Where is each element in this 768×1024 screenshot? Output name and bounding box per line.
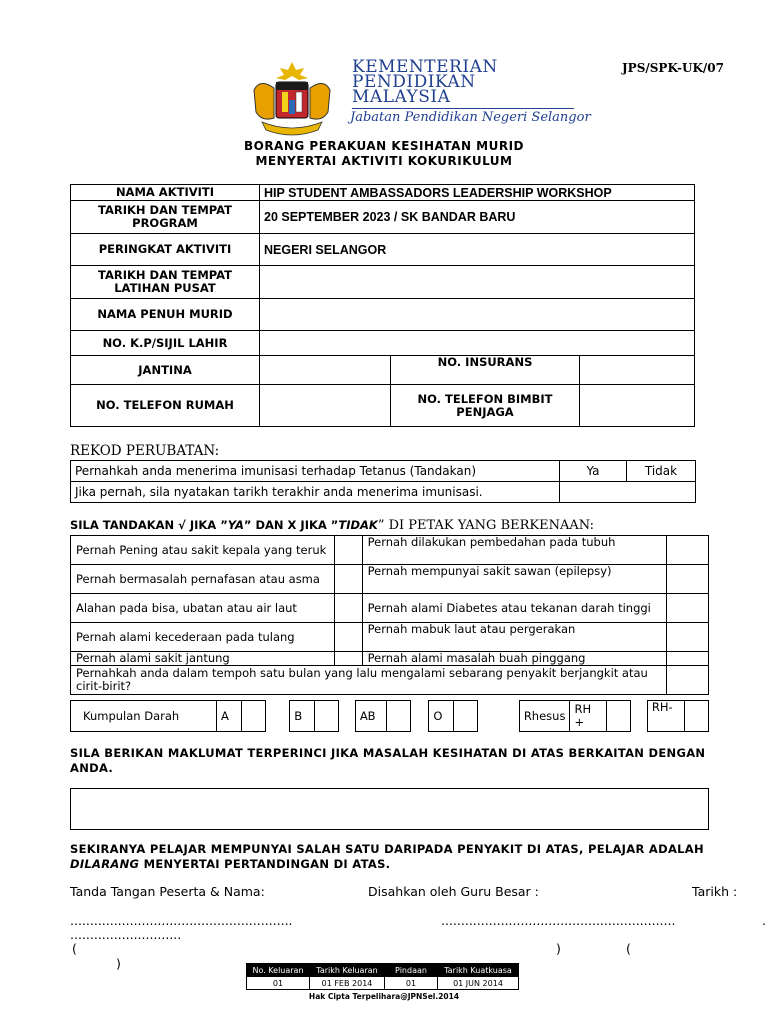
condition-label: Pernah bermasalah pernafasan atau asma	[71, 565, 335, 594]
rh-negative-label: RH-	[647, 701, 684, 732]
blood-type-ab-label: AB	[355, 701, 386, 732]
condition-label: Pernah mempunyai sakit sawan (epilepsy)	[362, 565, 667, 594]
form-title-line2: MENYERTAI AKTIVITI KOKURIKULUM	[255, 154, 513, 168]
condition-label: Pernah alami masalah buah pinggang	[362, 652, 667, 666]
issue-no-value: 01	[247, 977, 310, 990]
participant-name-close-paren: )	[116, 956, 121, 971]
ic-number-label: NO. K.P/SIJIL LAHIR	[71, 331, 260, 356]
issue-no-header: No. Keluaran	[247, 964, 310, 977]
issue-date-value: 01 FEB 2014	[310, 977, 385, 990]
warning-part2: MENYERTAI PERTANDINGAN DI ATAS.	[139, 857, 391, 871]
document-code: JPS/SPK-UK/07	[622, 61, 724, 75]
amendment-header: Pindaan	[385, 964, 438, 977]
rhesus-label: Rhesus	[519, 701, 570, 732]
gender-field[interactable]	[260, 356, 391, 385]
activity-level-label: PERINGKAT AKTIVITI	[71, 234, 260, 266]
condition-label: Alahan pada bisa, ubatan atau air laut	[71, 594, 335, 623]
condition-label: Pernah mabuk laut atau pergerakan	[362, 623, 667, 652]
blood-type-a-checkbox[interactable]	[241, 701, 265, 732]
blood-group-table	[70, 700, 709, 732]
ministry-line1: KEMENTERIAN	[352, 57, 498, 77]
condition-checkbox[interactable]	[335, 565, 362, 594]
condition-checkbox[interactable]	[667, 594, 709, 623]
participant-signature-label: Tanda Tangan Peserta & Nama:	[70, 884, 265, 899]
immunisation-date-field[interactable]	[560, 482, 696, 503]
tetanus-no-option[interactable]: Tidak	[627, 461, 696, 482]
headmaster-name-open-paren: (	[626, 941, 631, 956]
instruction-part1: SILA TANDAKAN √ JIKA ”	[70, 518, 228, 532]
condition-checkbox[interactable]	[667, 536, 709, 565]
guardian-phone-field[interactable]	[580, 385, 695, 427]
ministry-line2: PENDIDIKAN	[352, 72, 476, 92]
details-prompt: SILA BERIKAN MAKLUMAT TERPERINCI JIKA MASALAH KESIHATAN DI ATAS BERKAITAN DENGAN ANDA.	[70, 746, 706, 775]
blood-type-b-label: B	[290, 701, 315, 732]
insurance-field[interactable]	[580, 356, 695, 385]
condition-checkbox[interactable]	[667, 565, 709, 594]
participant-name-open-paren: (	[72, 941, 77, 956]
activity-name-value[interactable]: HIP STUDENT AMBASSADORS LEADERSHIP WORKSHOP	[260, 185, 695, 201]
rh-positive-checkbox[interactable]	[606, 701, 630, 732]
medical-record-heading: REKOD PERUBATAN:	[70, 443, 220, 459]
infection-question: Pernahkah anda dalam tempoh satu bulan yang lalu mengalami sebarang penyakit berjangkit atau cirit-birit?	[71, 666, 667, 695]
condition-label: Pernah dilakukan pembedahan pada tubuh	[362, 536, 667, 565]
participant-signature-line-cont: ............................	[70, 927, 182, 942]
instruction-ya: YA	[227, 518, 244, 532]
blood-type-o-label: O	[429, 701, 454, 732]
activity-level-value[interactable]: NEGERI SELANGOR	[260, 234, 695, 266]
blood-type-ab-checkbox[interactable]	[386, 701, 410, 732]
guardian-phone-label: NO. TELEFON BIMBIT PENJAGA	[391, 385, 580, 427]
insurance-label: NO. INSURANS	[391, 356, 580, 385]
immunisation-date-question: Jika pernah, sila nyatakan tarikh terakhir anda menerima imunisasi.	[71, 482, 560, 503]
program-date-place-value[interactable]: 20 SEPTEMBER 2023 / SK BANDAR BARU	[260, 201, 695, 234]
activity-name-label: NAMA AKTIVITI	[71, 185, 260, 201]
condition-checkbox[interactable]	[335, 623, 362, 652]
ministry-name	[352, 57, 498, 107]
rh-negative-checkbox[interactable]	[684, 701, 708, 732]
training-date-place-field[interactable]	[260, 266, 695, 299]
condition-checkbox[interactable]	[335, 594, 362, 623]
effective-date-header: Tarikh Kuatkuasa	[438, 964, 519, 977]
condition-checkbox[interactable]	[667, 666, 709, 695]
condition-label: Pernah Pening atau sakit kepala yang teruk	[71, 536, 335, 565]
ic-number-field[interactable]	[260, 331, 695, 356]
home-phone-field[interactable]	[260, 385, 391, 427]
warning-dilarang: DILARANG	[70, 857, 140, 871]
effective-date-value: 01 JUN 2014	[438, 977, 519, 990]
tick-instruction	[70, 518, 594, 533]
rh-positive-label: RH +	[570, 701, 606, 732]
instruction-part3: ” DI PETAK YANG BERKENAAN:	[377, 518, 595, 533]
gender-label: JANTINA	[71, 356, 260, 385]
headmaster-signature-label: Disahkan oleh Guru Besar :	[368, 884, 539, 899]
home-phone-label: NO. TELEFON RUMAH	[71, 385, 260, 427]
tetanus-yes-option[interactable]: Ya	[560, 461, 627, 482]
student-name-label: NAMA PENUH MURID	[71, 299, 260, 331]
blood-group-label: Kumpulan Darah	[71, 701, 193, 732]
headmaster-signature-line[interactable]: ...........................................................	[441, 913, 676, 928]
immunisation-table	[70, 460, 696, 503]
instruction-tidak: TIDAK	[338, 518, 378, 532]
tetanus-question: Pernahkah anda menerima imunisasi terhadap Tetanus (Tandakan)	[71, 461, 560, 482]
condition-checkbox[interactable]	[667, 623, 709, 652]
date-line[interactable]: .	[762, 913, 766, 928]
date-label: Tarikh :	[692, 884, 738, 899]
ministry-line3: MALAYSIA	[352, 87, 451, 107]
participant-signature-line[interactable]: ........................................................	[70, 913, 293, 928]
program-date-place-label: TARIKH DAN TEMPAT PROGRAM	[71, 201, 260, 234]
blood-type-o-checkbox[interactable]	[454, 701, 478, 732]
amendment-value: 01	[385, 977, 438, 990]
form-title-line1: BORANG PERAKUAN KESIHATAN MURID	[243, 139, 525, 153]
activity-info-table	[70, 184, 695, 427]
department-name: Jabatan Pendidikan Negeri Selangor	[350, 110, 591, 125]
instruction-part2: ” DAN X JIKA ”	[243, 518, 339, 532]
blood-type-a-label: A	[217, 701, 242, 732]
student-name-field[interactable]	[260, 299, 695, 331]
copyright-notice: Hak Cipta Terpelihara@JPNSel.2014	[308, 992, 460, 1001]
health-conditions-table	[70, 535, 709, 695]
issue-date-header: Tarikh Keluaran	[310, 964, 385, 977]
condition-checkbox[interactable]	[335, 652, 362, 666]
header-rule	[352, 108, 574, 109]
condition-checkbox[interactable]	[667, 652, 709, 666]
document-version-table	[246, 963, 519, 990]
condition-label: Pernah alami kecederaan pada tulang	[71, 623, 335, 652]
warning-part1: SEKIRANYA PELAJAR MEMPUNYAI SALAH SATU DARIPADA PENYAKIT DI ATAS, PELAJAR ADALAH	[70, 842, 704, 856]
training-date-place-label: TARIKH DAN TEMPAT LATIHAN PUSAT	[71, 266, 260, 299]
headmaster-name-close-paren: )	[556, 941, 561, 956]
coat-of-arms-logo	[248, 60, 336, 140]
condition-label: Pernah alami Diabetes atau tekanan darah tinggi	[362, 594, 667, 623]
condition-label: Pernah alami sakit jantung	[71, 652, 335, 666]
blood-type-b-checkbox[interactable]	[314, 701, 338, 732]
health-details-field[interactable]	[70, 788, 709, 830]
condition-checkbox[interactable]	[335, 536, 362, 565]
participation-warning	[70, 842, 768, 872]
